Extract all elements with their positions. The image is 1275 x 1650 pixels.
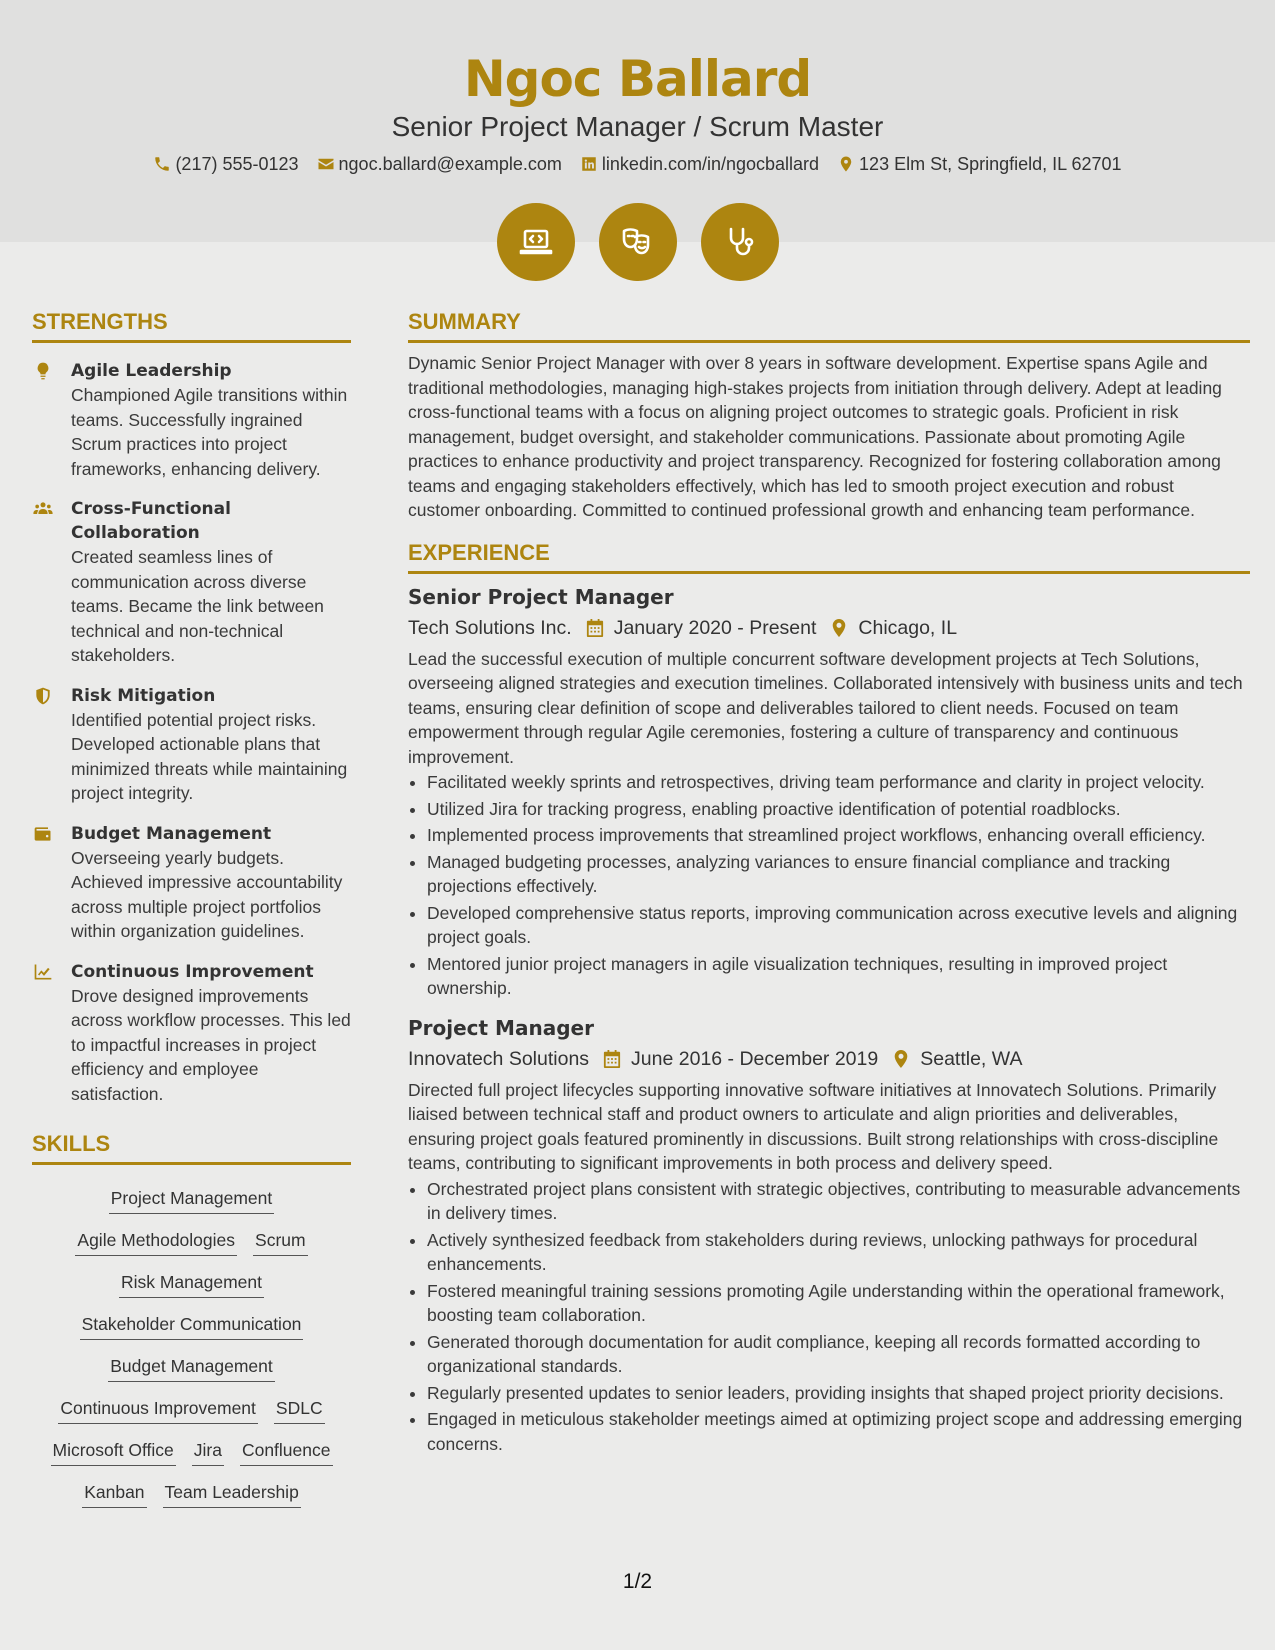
strength-title: Budget Management — [71, 823, 272, 844]
skills-heading: SKILLS — [32, 1130, 351, 1165]
phone-text: (217) 555-0123 — [175, 154, 299, 174]
skill-tag: Risk Management — [119, 1269, 264, 1298]
strengths-list — [32, 359, 351, 1106]
skill-tag: Stakeholder Communication — [80, 1311, 304, 1340]
theater-masks-icon — [618, 222, 658, 262]
skill-row — [32, 1269, 351, 1298]
job-dates: January 2020 - Present — [613, 616, 817, 639]
users-icon — [32, 499, 54, 519]
calendar-icon — [603, 1049, 621, 1069]
shield-icon — [32, 686, 54, 706]
skill-tag: Jira — [192, 1437, 224, 1466]
theater-masks-badge — [599, 203, 677, 281]
laptop-code-badge — [497, 203, 575, 281]
job-meta — [408, 613, 1250, 643]
candidate-name: Ngoc Ballard — [463, 50, 812, 108]
list-item: • Orchestrated project plans consistent with strategic objectives, contributing to measurable advancements in delivery times. — [427, 1177, 1250, 1226]
list-item: • Implemented process improvements that streamlined project workflows, enhancing overall efficiency. — [427, 823, 1250, 848]
map-marker-icon — [837, 155, 855, 173]
list-item: • Engaged in meticulous stakeholder meetings aimed at optimizing project scope and addressing emerging concerns. — [427, 1407, 1250, 1456]
address-text: 123 Elm St, Springfield, IL 62701 — [859, 154, 1122, 174]
skills-list — [32, 1185, 351, 1508]
contact-phone[interactable] — [153, 150, 298, 178]
job-entry — [408, 582, 1250, 1001]
map-marker-icon — [892, 1049, 910, 1069]
experience-heading: EXPERIENCE — [408, 539, 1250, 574]
job-title: Project Manager — [408, 1015, 594, 1040]
job-bullets — [408, 770, 1250, 1001]
strength-item — [32, 960, 351, 1107]
skill-tag: Continuous Improvement — [58, 1395, 258, 1424]
skill-row — [32, 1479, 351, 1508]
skill-tag: Microsoft Office — [51, 1437, 176, 1466]
job-company: Tech Solutions Inc. — [408, 616, 572, 639]
job-title: Senior Project Manager — [408, 584, 674, 609]
contact-email[interactable] — [317, 150, 562, 178]
summary-text: Dynamic Senior Project Manager with over 8 years in software development. Expertise spans Agile and traditional methodologies, managing high-stakes projects from initiation through delivery. Adept at leading cross-functional teams with a focus on aligning project outcomes to strategic goals. Proficient in risk management, budget oversight, and stakeholder communications. Passionate about promoting Agile practices to enhance productivity and project transparency. Recognized for fostering collaboration among teams and engaging stakeholders effectively, which has led to smooth project execution and robust customer onboarding. Committed to continued professional growth and enhancing team performance. — [408, 353, 1222, 520]
wallet-icon — [32, 824, 54, 844]
skill-row — [32, 1395, 351, 1424]
job-entry — [408, 1013, 1250, 1457]
skill-row — [32, 1353, 351, 1382]
email-text: ngoc.ballard@example.com — [338, 154, 562, 174]
skill-row — [32, 1437, 351, 1466]
strength-title: Risk Mitigation — [71, 685, 216, 706]
left-column — [32, 308, 351, 1521]
summary-heading: SUMMARY — [408, 308, 1250, 343]
contact-bar — [0, 150, 1275, 178]
list-item: • Mentored junior project managers in agile visualization techniques, resulting in improved project ownership. — [427, 952, 1250, 1001]
strength-desc: Identified potential project risks. Developed actionable plans that minimized threats while maintaining project integrity. — [71, 709, 348, 803]
linkedin-icon — [580, 155, 598, 173]
calendar-icon — [586, 618, 604, 638]
strength-item — [32, 822, 351, 944]
list-item: • Generated thorough documentation for audit compliance, keeping all records formatted according to organizational standards. — [427, 1330, 1250, 1379]
job-location: Chicago, IL — [858, 616, 958, 639]
strength-item — [32, 497, 351, 668]
skill-tag: Agile Methodologies — [75, 1227, 237, 1256]
list-item: • Managed budgeting processes, analyzing variances to ensure financial compliance and tracking projections effectively. — [427, 850, 1250, 899]
list-item: • Utilized Jira for tracking progress, enabling proactive identification of potential roadblocks. — [427, 797, 1250, 822]
interest-badges — [0, 203, 1275, 281]
map-marker-icon — [830, 618, 848, 638]
job-company: Innovatech Solutions — [408, 1047, 590, 1070]
list-item: • Regularly presented updates to senior leaders, providing insights that shaped project priority decisions. — [427, 1381, 1250, 1406]
list-item: • Actively synthesized feedback from stakeholders during reviews, unlocking pathways for procedural enhancements. — [427, 1228, 1250, 1277]
job-description: Directed full project lifecycles supporting innovative software initiatives at Innovatech Solutions. Primarily liaised between technical staff and product owners to articulate and align priorities and deliverables, ensuring project goals featured prominently in discussions. Built strong relationships with cross-discipline teams, contributing to significant improvements in both process and delivery speed. — [408, 1079, 1219, 1173]
strength-item — [32, 359, 351, 481]
lightbulb-icon — [32, 361, 54, 381]
stethoscope-icon — [720, 222, 760, 262]
contact-address — [837, 150, 1122, 178]
page-number: 1/2 — [622, 1570, 653, 1593]
skill-row — [32, 1227, 351, 1256]
strength-desc: Overseeing yearly budgets. Achieved impressive accountability across multiple project portfolios within organization guidelines. — [71, 847, 343, 941]
strength-item — [32, 684, 351, 806]
strength-title: Continuous Improvement — [71, 961, 314, 982]
list-item: • Developed comprehensive status reports, improving communication across executive levels and aligning project goals. — [427, 901, 1250, 950]
right-column — [408, 308, 1250, 1458]
skill-tag: Confluence — [240, 1437, 333, 1466]
job-location: Seattle, WA — [920, 1047, 1023, 1070]
job-dates: June 2016 - December 2019 — [631, 1047, 879, 1070]
phone-icon — [153, 155, 171, 173]
envelope-icon — [317, 155, 335, 173]
strength-desc: Championed Agile transitions within teams. Successfully ingrained Scrum practices into project frameworks, enhancing delivery. — [71, 385, 348, 479]
skill-tag: SDLC — [274, 1395, 325, 1424]
strength-title: Agile Leadership — [71, 361, 232, 381]
skill-tag: Team Leadership — [163, 1479, 301, 1508]
list-item: • Facilitated weekly sprints and retrospectives, driving team performance and clarity in project velocity. — [427, 770, 1250, 795]
strength-desc: Drove designed improvements across workflow processes. This led to impactful increases in project efficiency and employee satisfaction. — [71, 985, 351, 1104]
list-item: • Fostered meaningful training sessions promoting Agile understanding within the operational framework, boosting team collaboration. — [427, 1279, 1250, 1328]
chart-line-icon — [32, 962, 54, 982]
job-bullets — [408, 1177, 1250, 1457]
contact-linkedin[interactable] — [580, 150, 819, 178]
candidate-title: Senior Project Manager / Scrum Master — [391, 111, 884, 142]
skill-tag: Project Management — [109, 1185, 274, 1214]
linkedin-text: linkedin.com/in/ngocballard — [601, 154, 820, 174]
job-meta — [408, 1044, 1250, 1074]
skill-row — [32, 1185, 351, 1214]
strength-title: Cross-Functional Collaboration — [71, 499, 231, 543]
laptop-code-icon — [516, 222, 556, 262]
strengths-heading: STRENGTHS — [32, 308, 351, 343]
skill-tag: Kanban — [82, 1479, 146, 1508]
skill-row — [32, 1311, 351, 1340]
skill-tag: Budget Management — [108, 1353, 274, 1382]
strength-desc: Created seamless lines of communication across diverse teams. Became the link between technical and non-technical stakeholders. — [71, 547, 324, 665]
skill-tag: Scrum — [253, 1227, 308, 1256]
stethoscope-badge — [701, 203, 779, 281]
job-description: Lead the successful execution of multiple concurrent software development projects at Tech Solutions, overseeing aligned strategies and execution timelines. Collaborated intensively with business units and tech teams, ensuring clear definition of scope and deliverables tailored to client needs. Focused on team empowerment through regular Agile ceremonies, fostering a culture of transparency and continuous improvement. — [408, 648, 1243, 767]
